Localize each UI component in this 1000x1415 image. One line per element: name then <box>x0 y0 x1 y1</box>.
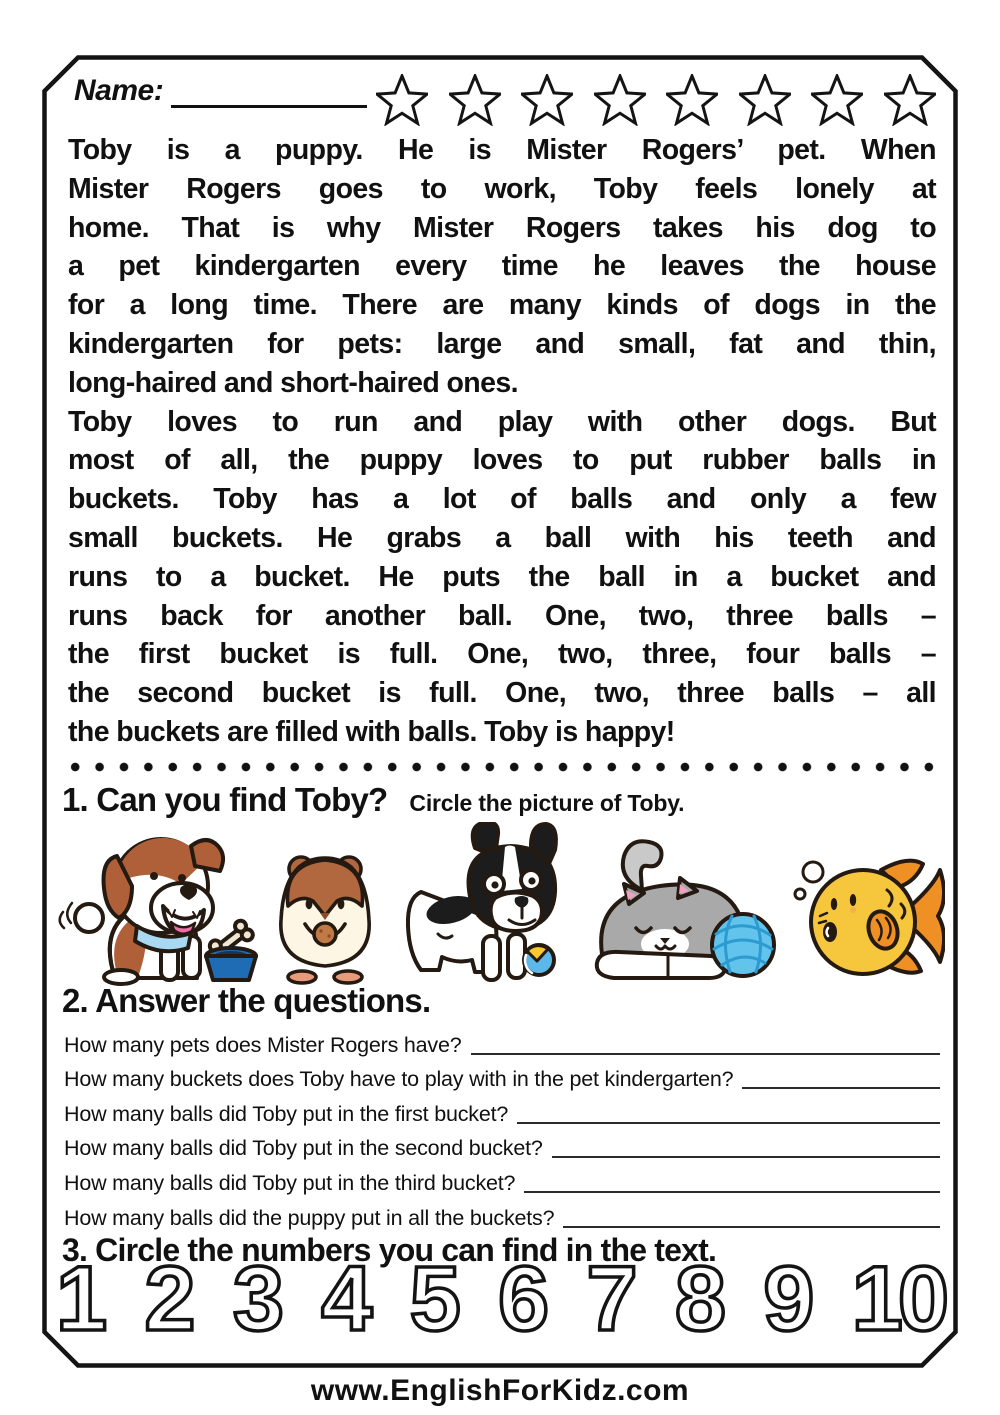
section-3-title: 3. Circle the numbers you can find in the text. <box>62 1232 717 1268</box>
goldfish-image[interactable] <box>787 844 945 986</box>
section-1-header <box>62 781 684 819</box>
puppy-with-bone-bowl-image[interactable] <box>55 826 259 986</box>
star-icon[interactable] <box>594 74 646 126</box>
dotted-separator <box>63 761 941 773</box>
answer-line[interactable] <box>563 1225 940 1228</box>
answer-line[interactable] <box>471 1052 941 1055</box>
french-bulldog-image[interactable] <box>391 822 563 986</box>
question-text: How many buckets does Toby have to play with in the pet kindergarten? <box>64 1067 734 1092</box>
star-icon[interactable] <box>739 74 791 126</box>
question-row <box>64 1059 940 1094</box>
story-line: the buckets are filled with balls. Toby is happy! <box>68 715 675 748</box>
section-1-instruction: Circle the picture of Toby. <box>409 790 685 816</box>
circle-number[interactable]: 6 <box>498 1248 545 1350</box>
star-icon[interactable] <box>376 74 428 126</box>
question-text: How many balls did the puppy put in all the buckets? <box>64 1205 555 1230</box>
story-paragraph-1 <box>68 131 936 403</box>
star-icon[interactable] <box>449 74 501 126</box>
reading-passage <box>68 131 936 752</box>
section-2-header <box>62 982 430 1020</box>
story-line: the first bucket is full. One, two, three, four balls – <box>68 638 936 671</box>
section-1-title: 1. Can you find Toby? <box>62 781 388 818</box>
story-line: Toby loves to run and play with other dogs. But <box>68 405 936 438</box>
story-line: kindergarten for pets: large and small, fat and thin, <box>68 327 936 360</box>
story-line: Toby is a puppy. He is Mister Rogers’ pet. When <box>68 134 936 166</box>
circle-number[interactable]: 4 <box>321 1248 368 1350</box>
circle-number[interactable]: 8 <box>674 1248 722 1350</box>
circle-number[interactable]: 2 <box>144 1248 191 1350</box>
star-icon[interactable] <box>666 74 718 126</box>
answer-line[interactable] <box>552 1155 940 1158</box>
name-label: Name: <box>74 74 164 107</box>
name-row <box>74 74 367 108</box>
question-row <box>64 1197 940 1232</box>
star-icon[interactable] <box>521 74 573 126</box>
story-line: small buckets. He grabs a ball with his teeth and <box>68 521 936 554</box>
answer-line[interactable] <box>524 1190 940 1193</box>
story-paragraph-2 <box>68 403 936 752</box>
question-row <box>64 1162 940 1197</box>
hamster-image[interactable] <box>268 852 382 986</box>
story-line: runs to a bucket. He puts the ball in a bucket and <box>68 560 936 593</box>
circle-number[interactable]: 1 <box>56 1248 103 1350</box>
circle-number[interactable]: 9 <box>763 1248 810 1350</box>
question-text: How many balls did Toby put in the second bucket? <box>64 1136 543 1161</box>
story-line: runs back for another ball. One, two, three balls – <box>68 599 936 632</box>
question-text: How many pets does Mister Rogers have? <box>64 1032 462 1057</box>
circle-number[interactable]: 3 <box>232 1248 279 1350</box>
question-row <box>64 1093 940 1128</box>
question-row <box>64 1128 940 1163</box>
footer <box>0 1374 1000 1408</box>
rating-stars <box>376 74 936 126</box>
circle-number[interactable]: 5 <box>409 1248 456 1350</box>
circle-number[interactable]: 7 <box>586 1248 633 1350</box>
answer-line[interactable] <box>517 1121 940 1124</box>
name-input-line[interactable] <box>171 79 367 108</box>
story-line: a pet kindergarten every time he leaves the house <box>68 250 936 283</box>
website-link[interactable]: www.EnglishForKidz.com <box>310 1374 690 1407</box>
animal-choices <box>55 822 945 986</box>
answer-line[interactable] <box>742 1086 940 1089</box>
cat-with-yarn-ball-image[interactable] <box>572 836 778 986</box>
question-row <box>64 1024 940 1059</box>
question-text: How many balls did Toby put in the third bucket? <box>64 1170 516 1195</box>
section-2-title: 2. Answer the questions. <box>62 982 431 1019</box>
circle-number[interactable]: 10 <box>851 1248 944 1350</box>
story-line: Mister Rogers goes to work, Toby feels lonely at <box>68 172 936 205</box>
story-line: home. That is why Mister Rogers takes his dog to <box>68 211 936 244</box>
story-line: buckets. Toby has a lot of balls and only a few <box>68 483 936 516</box>
star-icon[interactable] <box>811 74 863 126</box>
story-line: long-haired and short-haired ones. <box>68 366 518 399</box>
story-line: most of all, the puppy loves to put rubber balls in <box>68 444 936 477</box>
story-line: for a long time. There are many kinds of dogs in the <box>68 289 936 322</box>
questions-list <box>64 1024 940 1232</box>
story-line: the second bucket is full. One, two, three balls – all <box>68 677 936 710</box>
star-icon[interactable] <box>884 74 936 126</box>
question-text: How many balls did Toby put in the first bucket? <box>64 1101 509 1126</box>
